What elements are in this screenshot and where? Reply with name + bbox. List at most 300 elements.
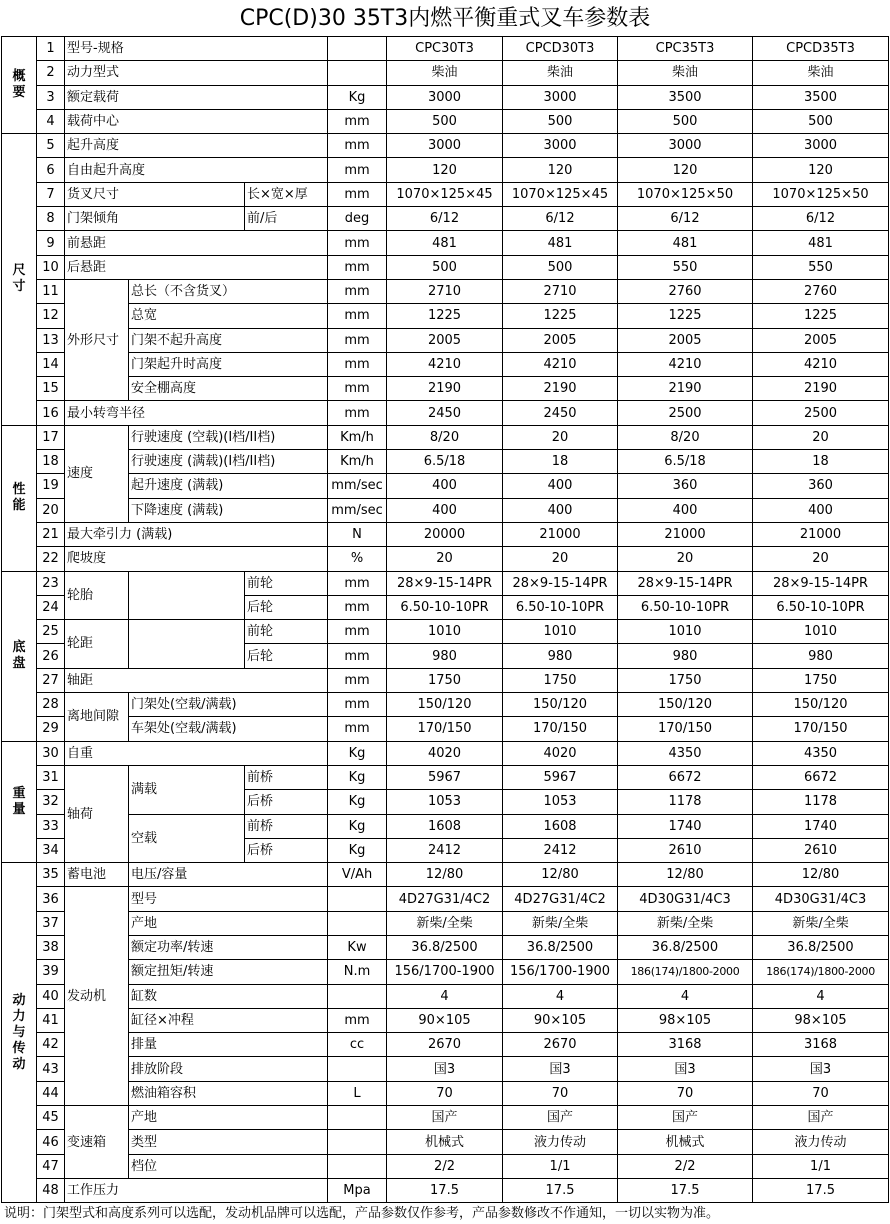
model-value: 980 [753, 644, 889, 668]
model-value: 18 [753, 450, 889, 474]
model-value: 新柴/全柴 [753, 911, 889, 935]
model-value: 1750 [753, 668, 889, 692]
group-label-char: 传 [12, 1040, 26, 1056]
table-row [2, 498, 889, 522]
param-name: 自由起升高度 [65, 158, 328, 182]
group-label-char: 量 [12, 801, 26, 817]
model-value: 4 [753, 984, 889, 1008]
param-unit [328, 984, 387, 1008]
param-unit: mm [328, 717, 387, 741]
table-row [2, 61, 889, 85]
model-value: 2450 [503, 401, 618, 425]
row-number: 17 [37, 425, 65, 449]
table-row [2, 1154, 889, 1178]
table-row [2, 352, 889, 376]
model-value: 2670 [387, 1033, 503, 1057]
group-label [2, 571, 37, 741]
param-category: 离地间隙 [65, 693, 129, 742]
model-value: 2710 [387, 279, 503, 303]
param-name: 行驶速度 (满载)(I档/II档) [129, 450, 328, 474]
model-value: 1178 [618, 790, 753, 814]
model-value: 18 [503, 450, 618, 474]
table-row [2, 547, 889, 571]
param-unit: N [328, 522, 387, 546]
model-value: 156/1700-1900 [503, 960, 618, 984]
model-value: 120 [618, 158, 753, 182]
param-name: 爬坡度 [65, 547, 328, 571]
model-value: 3000 [387, 85, 503, 109]
model-value: 28×9-15-14PR [618, 571, 753, 595]
model-value: 2760 [753, 279, 889, 303]
model-value: 400 [503, 474, 618, 498]
model-value: 4D27G31/4C2 [503, 887, 618, 911]
model-value: 1750 [618, 668, 753, 692]
group-label-char: 重 [12, 785, 26, 801]
model-value: 500 [387, 255, 503, 279]
model-value: 20 [387, 547, 503, 571]
param-name: 额定功率/转速 [129, 935, 328, 959]
model-value: 3168 [753, 1033, 889, 1057]
model-value: 36.8/2500 [753, 935, 889, 959]
table-row [2, 814, 889, 838]
model-value: 90×105 [387, 1008, 503, 1032]
table-row [2, 741, 889, 765]
model-value: 17.5 [618, 1178, 753, 1202]
group-label-char: 动 [12, 1056, 26, 1072]
model-value: 柴油 [753, 61, 889, 85]
model-value: 70 [387, 1081, 503, 1105]
model-value: 5967 [387, 765, 503, 789]
table-row [2, 134, 889, 158]
model-value: 1010 [753, 620, 889, 644]
param-sub: 后轮 [245, 595, 328, 619]
param-unit: L [328, 1081, 387, 1105]
model-value: 2/2 [387, 1154, 503, 1178]
param-name: 下降速度 (满载) [129, 498, 328, 522]
model-value: 国产 [618, 1106, 753, 1130]
group-label [2, 37, 37, 134]
model-value: 国产 [753, 1106, 889, 1130]
model-value: 500 [618, 109, 753, 133]
model-value: 28×9-15-14PR [753, 571, 889, 595]
row-number: 6 [37, 158, 65, 182]
model-value: 4350 [753, 741, 889, 765]
param-name: 总长（不含货叉） [129, 279, 328, 303]
model-value: 3000 [503, 85, 618, 109]
model-value: 17.5 [753, 1178, 889, 1202]
model-value: 2450 [387, 401, 503, 425]
table-row [2, 474, 889, 498]
model-value: 500 [753, 109, 889, 133]
model-value: 550 [618, 255, 753, 279]
model-value: 21000 [753, 522, 889, 546]
model-value: 2670 [503, 1033, 618, 1057]
model-value: 1070×125×50 [618, 182, 753, 206]
model-value: 1/1 [753, 1154, 889, 1178]
model-value: 6.50-10-10PR [753, 595, 889, 619]
table-row [2, 182, 889, 206]
model-value: 1225 [618, 304, 753, 328]
param-sub: 后桥 [245, 790, 328, 814]
row-number: 47 [37, 1154, 65, 1178]
table-row [2, 1178, 889, 1202]
param-name: 动力型式 [65, 61, 328, 85]
model-value: 柴油 [503, 61, 618, 85]
table-row [2, 255, 889, 279]
param-unit: cc [328, 1033, 387, 1057]
param-name: 自重 [65, 741, 328, 765]
model-value: 6.5/18 [618, 450, 753, 474]
model-value: 2500 [753, 401, 889, 425]
param-unit [328, 1106, 387, 1130]
param-name: 后悬距 [65, 255, 328, 279]
table-row [2, 37, 889, 61]
page-title: CPC(D)30 35T3内燃平衡重式叉车参数表 [239, 6, 651, 31]
model-value: 500 [503, 109, 618, 133]
model-value: 1010 [387, 620, 503, 644]
row-number: 42 [37, 1033, 65, 1057]
param-unit: N.m [328, 960, 387, 984]
param-category: 轮距 [65, 620, 129, 669]
model-value: 481 [618, 231, 753, 255]
model-value: 150/120 [753, 693, 889, 717]
model-value: 5967 [503, 765, 618, 789]
model-value: 6.50-10-10PR [618, 595, 753, 619]
model-value: 3000 [753, 134, 889, 158]
param-name: 前悬距 [65, 231, 328, 255]
model-value: 6672 [753, 765, 889, 789]
group-label-char: 能 [12, 498, 26, 514]
param-unit: Kg [328, 814, 387, 838]
param-name: 最小转弯半径 [65, 401, 328, 425]
row-number: 34 [37, 838, 65, 862]
model-value: 170/150 [503, 717, 618, 741]
model-value: 4020 [503, 741, 618, 765]
model-value: 4210 [618, 352, 753, 376]
group-label-char: 力 [12, 1008, 26, 1024]
param-unit: mm [328, 401, 387, 425]
model-value: 20 [503, 547, 618, 571]
model-value: 12/80 [387, 863, 503, 887]
param-unit [328, 61, 387, 85]
row-number: 28 [37, 693, 65, 717]
model-value: 2005 [753, 328, 889, 352]
model-value: 3500 [618, 85, 753, 109]
model-value: 28×9-15-14PR [503, 571, 618, 595]
model-value: 1608 [503, 814, 618, 838]
model-value: 国产 [387, 1106, 503, 1130]
model-value: 4350 [618, 741, 753, 765]
model-value: 2710 [503, 279, 618, 303]
model-value: 1053 [387, 790, 503, 814]
table-row [2, 522, 889, 546]
row-number: 40 [37, 984, 65, 1008]
model-value: 400 [503, 498, 618, 522]
model-value: 6.50-10-10PR [387, 595, 503, 619]
model-value: 柴油 [387, 61, 503, 85]
table-row [2, 1130, 889, 1154]
param-unit: mm [328, 352, 387, 376]
param-category: 蓄电池 [65, 863, 129, 887]
model-value: 2760 [618, 279, 753, 303]
table-row [2, 304, 889, 328]
row-number: 14 [37, 352, 65, 376]
group-label-char: 盘 [12, 656, 26, 672]
param-sub: 前桥 [245, 814, 328, 838]
table-row [2, 911, 889, 935]
table-row [2, 571, 889, 595]
model-value: 500 [387, 109, 503, 133]
model-value: 186(174)/1800-2000 [618, 960, 753, 984]
model-value: 20000 [387, 522, 503, 546]
param-name: 档位 [129, 1154, 328, 1178]
row-number: 18 [37, 450, 65, 474]
param-unit: mm [328, 377, 387, 401]
param-sub: 长×宽×厚 [245, 182, 328, 206]
param-unit: mm [328, 1008, 387, 1032]
row-number: 45 [37, 1106, 65, 1130]
param-unit: V/Ah [328, 863, 387, 887]
model-value: 120 [387, 158, 503, 182]
model-value: 国3 [387, 1057, 503, 1081]
model-value: 150/120 [503, 693, 618, 717]
model-value: 1750 [387, 668, 503, 692]
model-value: 机械式 [387, 1130, 503, 1154]
param-name: 型号 [129, 887, 328, 911]
param-unit [328, 1130, 387, 1154]
param-unit: % [328, 547, 387, 571]
model-value: 新柴/全柴 [387, 911, 503, 935]
model-value: 28×9-15-14PR [387, 571, 503, 595]
model-value: 1225 [387, 304, 503, 328]
param-unit: Mpa [328, 1178, 387, 1202]
model-value: 4 [387, 984, 503, 1008]
param-unit [328, 911, 387, 935]
row-number: 22 [37, 547, 65, 571]
model-value: 186(174)/1800-2000 [753, 960, 889, 984]
model-value: 6/12 [618, 207, 753, 231]
param-sub: 后轮 [245, 644, 328, 668]
model-value: 1053 [503, 790, 618, 814]
model-value: 4D27G31/4C2 [387, 887, 503, 911]
param-name: 排放阶段 [129, 1057, 328, 1081]
param-name: 门架倾角 [65, 207, 245, 231]
row-number: 19 [37, 474, 65, 498]
model-value: 8/20 [387, 425, 503, 449]
param-unit: mm [328, 255, 387, 279]
table-row [2, 109, 889, 133]
model-value: 4D30G31/4C3 [618, 887, 753, 911]
param-name: 起升高度 [65, 134, 328, 158]
row-number: 3 [37, 85, 65, 109]
row-number: 39 [37, 960, 65, 984]
param-name: 额定载荷 [65, 85, 328, 109]
row-number: 43 [37, 1057, 65, 1081]
table-row [2, 425, 889, 449]
model-value: 6/12 [503, 207, 618, 231]
row-number: 35 [37, 863, 65, 887]
model-value: 20 [753, 425, 889, 449]
model-value: 1070×125×45 [387, 182, 503, 206]
model-value: 550 [753, 255, 889, 279]
table-row [2, 717, 889, 741]
model-value: 4210 [387, 352, 503, 376]
model-value: 170/150 [618, 717, 753, 741]
param-name: 行驶速度 (空载)(I档/II档) [129, 425, 328, 449]
group-label-char: 与 [12, 1024, 26, 1040]
row-number: 5 [37, 134, 65, 158]
model-value: CPCD30T3 [503, 37, 618, 61]
model-value: 20 [753, 547, 889, 571]
model-value: 70 [753, 1081, 889, 1105]
model-value: 2412 [387, 838, 503, 862]
model-value: 3000 [618, 134, 753, 158]
row-number: 23 [37, 571, 65, 595]
model-value: 4020 [387, 741, 503, 765]
param-name: 最大牵引力 (满载) [65, 522, 328, 546]
param-blank [129, 571, 245, 620]
param-category: 发动机 [65, 887, 129, 1106]
param-category: 外形尺寸 [65, 279, 129, 400]
param-unit: mm [328, 595, 387, 619]
model-value: 6.50-10-10PR [503, 595, 618, 619]
param-unit: mm [328, 182, 387, 206]
param-unit: deg [328, 207, 387, 231]
param-name: 安全棚高度 [129, 377, 328, 401]
footnote: 说明：门架型式和高度系列可以选配，发动机品牌可以选配，产品参数仅作参考，产品参数修改不作通知，一切以实物为准。 [4, 1206, 720, 1221]
param-unit: mm/sec [328, 498, 387, 522]
param-name: 门架起升时高度 [129, 352, 328, 376]
param-unit: Kg [328, 765, 387, 789]
table-row [2, 207, 889, 231]
model-value: 1/1 [503, 1154, 618, 1178]
model-value: 170/150 [753, 717, 889, 741]
model-value: 3000 [503, 134, 618, 158]
model-value: 2190 [503, 377, 618, 401]
model-value: CPC30T3 [387, 37, 503, 61]
row-number: 44 [37, 1081, 65, 1105]
model-value: 150/120 [618, 693, 753, 717]
param-unit: Kw [328, 935, 387, 959]
row-number: 33 [37, 814, 65, 838]
model-value: 1740 [618, 814, 753, 838]
model-value: 12/80 [618, 863, 753, 887]
row-number: 32 [37, 790, 65, 814]
row-number: 10 [37, 255, 65, 279]
table-row [2, 960, 889, 984]
group-label-char: 寸 [12, 279, 26, 295]
param-sub: 前桥 [245, 765, 328, 789]
group-label [2, 741, 37, 862]
model-value: 1225 [503, 304, 618, 328]
row-number: 26 [37, 644, 65, 668]
param-name: 缸径×冲程 [129, 1008, 328, 1032]
row-number: 1 [37, 37, 65, 61]
param-name: 轴距 [65, 668, 328, 692]
model-value: CPCD35T3 [753, 37, 889, 61]
model-value: 980 [387, 644, 503, 668]
model-value: 6/12 [753, 207, 889, 231]
model-value: 360 [618, 474, 753, 498]
table-row [2, 765, 889, 789]
row-number: 37 [37, 911, 65, 935]
row-number: 8 [37, 207, 65, 231]
model-value: 20 [503, 425, 618, 449]
param-name: 缸数 [129, 984, 328, 1008]
table-row [2, 328, 889, 352]
row-number: 25 [37, 620, 65, 644]
group-label-char: 动 [12, 992, 26, 1008]
table-row [2, 1106, 889, 1130]
param-name: 产地 [129, 1106, 328, 1130]
param-category: 变速箱 [65, 1106, 129, 1179]
model-value: 1225 [753, 304, 889, 328]
model-value: 12/80 [503, 863, 618, 887]
model-value: 新柴/全柴 [503, 911, 618, 935]
model-value: 2610 [618, 838, 753, 862]
model-value: 1070×125×50 [753, 182, 889, 206]
model-value: 1750 [503, 668, 618, 692]
model-value: 400 [753, 498, 889, 522]
param-unit: Kg [328, 838, 387, 862]
table-row [2, 863, 889, 887]
param-condition: 空载 [129, 814, 245, 863]
param-unit: Kg [328, 85, 387, 109]
param-unit [328, 1057, 387, 1081]
row-number: 38 [37, 935, 65, 959]
table-row [2, 984, 889, 1008]
model-value: 1010 [618, 620, 753, 644]
model-value: 2412 [503, 838, 618, 862]
group-label [2, 863, 37, 1203]
table-row [2, 85, 889, 109]
param-name: 总宽 [129, 304, 328, 328]
param-unit: mm [328, 328, 387, 352]
model-value: 980 [503, 644, 618, 668]
row-number: 31 [37, 765, 65, 789]
row-number: 24 [37, 595, 65, 619]
model-value: 481 [503, 231, 618, 255]
param-unit [328, 887, 387, 911]
param-name: 门架不起升高度 [129, 328, 328, 352]
row-number: 16 [37, 401, 65, 425]
model-value: 8/20 [618, 425, 753, 449]
row-number: 12 [37, 304, 65, 328]
param-unit: mm [328, 279, 387, 303]
param-name: 燃油箱容积 [129, 1081, 328, 1105]
group-label [2, 134, 37, 426]
param-unit: mm [328, 158, 387, 182]
param-unit: mm [328, 620, 387, 644]
param-name: 载荷中心 [65, 109, 328, 133]
spec-table-body [2, 37, 889, 1203]
model-value: 156/1700-1900 [387, 960, 503, 984]
model-value: 481 [753, 231, 889, 255]
model-value: 6672 [618, 765, 753, 789]
model-value: 柴油 [618, 61, 753, 85]
param-name: 排量 [129, 1033, 328, 1057]
param-name: 车架处(空载/满载) [129, 717, 328, 741]
table-row [2, 935, 889, 959]
model-value: 120 [753, 158, 889, 182]
model-value: 液力传动 [503, 1130, 618, 1154]
model-value: 国3 [618, 1057, 753, 1081]
table-row [2, 668, 889, 692]
param-unit: Kg [328, 790, 387, 814]
model-value: 3000 [387, 134, 503, 158]
model-value: 1740 [753, 814, 889, 838]
model-value: 1608 [387, 814, 503, 838]
